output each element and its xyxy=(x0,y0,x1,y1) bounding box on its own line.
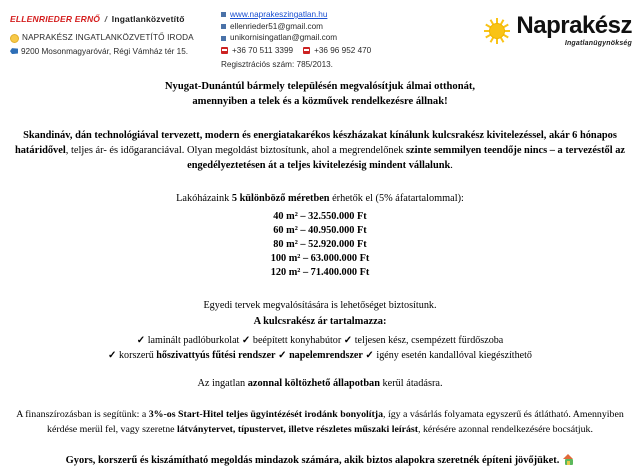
headline xyxy=(10,79,630,109)
price-row: 60 m² – 40.950.000 Ft xyxy=(273,224,367,236)
sizes-intro-post: érhetők el (5% áfatartalommal): xyxy=(329,193,464,205)
handover-emphasis: azonnal költözhető állapotban xyxy=(247,378,380,390)
agent-identity-line xyxy=(10,14,194,25)
feature-item: laminált padlóburkolat xyxy=(147,334,240,346)
check-icon: ✓ xyxy=(108,350,117,362)
check-icon: ✓ xyxy=(136,334,146,346)
financing-segment-4: látványtervet, típustervet, illetve részletes műszaki leírást xyxy=(177,423,419,435)
check-icon: ✓ xyxy=(365,350,374,362)
globe-icon xyxy=(221,12,226,17)
check-icon: ✓ xyxy=(343,334,353,346)
closing-text: Gyors, korszerű és kiszámítható megoldás mindazok számára, akik biztos alapokra szeretnék építeni jövőjüket. xyxy=(65,455,560,467)
includes-title: A kulcsrakész ár tartalmazza: xyxy=(253,315,387,327)
office-address: 9200 Mosonmagyaróvár, Régi Vámház tér 15. xyxy=(21,46,189,56)
email-address-1[interactable]: ellenrieder51@gmail.com xyxy=(230,21,323,31)
logo-text-block xyxy=(516,14,632,47)
office-address-line xyxy=(10,46,194,57)
sun-icon xyxy=(484,18,510,44)
feature-item-prefix: korszerű xyxy=(119,350,157,362)
company-logo xyxy=(484,14,632,47)
feature-row-1 xyxy=(10,333,630,348)
email-row-1[interactable] xyxy=(221,21,371,33)
feature-item: beépített konyhabútor xyxy=(252,334,342,346)
letterhead-contact-block xyxy=(221,9,371,70)
intro-segment-3: szinte semmilyen teendője nincs – a tervezéstől az engedélyeztetésen át a teljes kivitelezésig mindent vállalunk xyxy=(187,145,626,172)
financing-paragraph xyxy=(10,408,630,437)
email-row-2[interactable] xyxy=(221,32,371,44)
sizes-intro xyxy=(10,192,630,206)
handover-line xyxy=(10,377,630,391)
financing-segment-2: 3%-os Start-Hitel teljes ügyintézését irodánk bonyolítja xyxy=(148,409,384,421)
envelope-icon xyxy=(221,24,226,29)
feature-item-emphasis: hőszivattyús fűtési rendszer xyxy=(156,350,276,362)
office-name: NAPRAKÉSZ INGATLANKÖZVETÍTŐ IRODA xyxy=(22,33,194,43)
price-row: 40 m² – 32.550.000 Ft xyxy=(273,210,367,222)
intro-paragraph xyxy=(10,128,630,173)
check-icon: ✓ xyxy=(241,334,251,346)
email-address-2[interactable]: unikornisingatlan@gmail.com xyxy=(230,33,338,43)
check-icon: ✓ xyxy=(278,350,287,362)
agent-name: ELLENRIEDER ERNŐ xyxy=(10,14,101,24)
agent-role: Ingatlanközvetítő xyxy=(111,14,185,24)
sizes-intro-pre: Lakóházaink xyxy=(176,193,232,205)
headline-line-1: Nyugat-Dunántúl bármely településén megvalósítjuk álmai otthonát, xyxy=(164,81,476,92)
feature-item-emphasis: napelemrendszer xyxy=(289,350,363,362)
letterhead-left-block xyxy=(10,14,194,57)
bullet-dot-icon xyxy=(10,34,19,43)
feature-item: igény esetén kandallóval kiegészíthető xyxy=(376,350,532,362)
logo-title: Naprakész xyxy=(516,12,632,39)
website-row[interactable] xyxy=(221,9,371,21)
telephone-icon xyxy=(303,47,310,54)
letterhead xyxy=(0,0,640,69)
house-icon xyxy=(563,454,574,465)
feature-item: teljesen kész, csempézett fürdőszoba xyxy=(354,334,504,346)
feature-row-2 xyxy=(10,348,630,363)
feature-list xyxy=(10,333,630,363)
price-row: 80 m² – 52.920.000 Ft xyxy=(273,238,367,250)
intro-segment-1: Skandináv, dán technológiával tervezett, modern és energiatakarékos készházakat kínálunk kulcsrakész kivitelezéssel, akár 6 hónapos határidővel xyxy=(14,130,617,157)
financing-segment-3: , így a vásárlás folyamata egyszerű és átlátható. Amennyiben kérdése merül fel, vagy szeretne xyxy=(47,409,624,435)
price-list xyxy=(10,210,630,281)
registration-number: Regisztrációs szám: 785/2013. xyxy=(221,59,333,69)
envelope-icon xyxy=(221,36,226,41)
sizes-intro-emphasis: 5 különböző méretben xyxy=(231,193,330,205)
financing-segment-1: A finanszírozásban is segítünk: a xyxy=(16,409,149,421)
website-link[interactable]: www.naprakeszingatlan.hu xyxy=(230,10,328,19)
closing-line xyxy=(10,454,630,468)
financing-segment-5: , kérésére azonnal rendelkezésére bocsátjuk. xyxy=(418,423,593,435)
phone-row xyxy=(221,45,371,57)
handover-pre: Az ingatlan xyxy=(197,378,248,390)
custom-plans-line: Egyedi tervek megvalósítására is lehetőséget biztosítunk. xyxy=(203,299,437,311)
phone-number-1[interactable]: +36 70 511 3399 xyxy=(232,45,294,55)
logo-subtitle: Ingatlanügynökség xyxy=(564,40,632,47)
intro-segment-2: , teljes ár- és időgaranciával. Olyan megoldást biztosítunk, ahol a megrendelőnek xyxy=(65,145,407,157)
price-row: 100 m² – 63.000.000 Ft xyxy=(270,253,370,265)
price-row: 120 m² – 71.400.000 Ft xyxy=(270,267,370,279)
location-marker-icon xyxy=(10,48,18,54)
telephone-icon xyxy=(221,47,228,54)
office-name-line xyxy=(10,32,194,43)
headline-line-2: amennyiben a telek és a közművek rendelkezésre állnak! xyxy=(192,96,448,108)
phone-number-2[interactable]: +36 96 952 470 xyxy=(314,45,372,55)
intro-segment-4: . xyxy=(450,160,453,172)
main-content xyxy=(0,79,640,469)
handover-post: kerül átadásra. xyxy=(379,378,443,390)
agent-separator: / xyxy=(104,14,108,24)
